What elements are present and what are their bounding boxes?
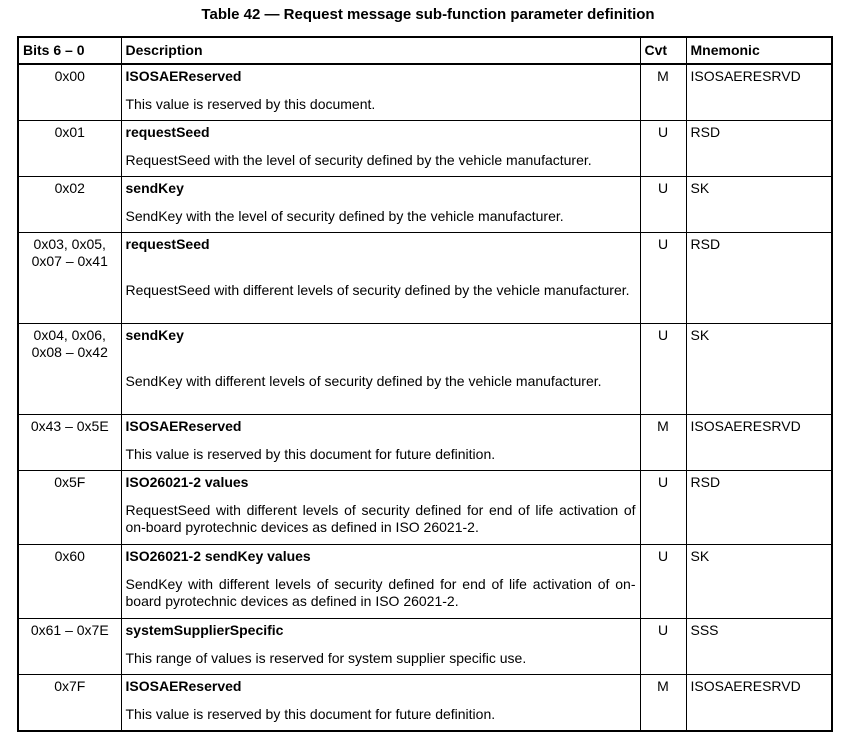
parameter-name: requestSeed bbox=[125, 236, 210, 252]
cvt-cell: U bbox=[640, 471, 686, 545]
bits-cell: 0x01 bbox=[18, 121, 121, 177]
parameter-description: RequestSeed with the level of security defined by the vehicle manufacturer. bbox=[125, 152, 592, 168]
mnemonic-cell: RSD bbox=[686, 471, 832, 545]
parameter-name: ISOSAEReserved bbox=[125, 418, 242, 434]
parameter-description: SendKey with different levels of security defined for end of life activation of on-board pyrotechnic devices as defined in ISO 26021-2. bbox=[125, 576, 636, 609]
parameter-name: sendKey bbox=[125, 327, 184, 343]
parameter-name: requestSeed bbox=[125, 124, 210, 140]
sub-function-table bbox=[17, 36, 833, 732]
parameter-name: ISOSAEReserved bbox=[125, 68, 242, 84]
header-cvt: Cvt bbox=[640, 37, 686, 64]
description-cell bbox=[121, 619, 640, 675]
mnemonic-cell: ISOSAERESRVD bbox=[686, 675, 832, 732]
parameter-description: SendKey with the level of security defined by the vehicle manufacturer. bbox=[125, 208, 564, 224]
parameter-description: This range of values is reserved for system supplier specific use. bbox=[125, 650, 527, 666]
mnemonic-cell: RSD bbox=[686, 121, 832, 177]
bits-cell: 0x04, 0x06, 0x08 – 0x42 bbox=[18, 324, 121, 415]
bits-cell: 0x61 – 0x7E bbox=[18, 619, 121, 675]
description-cell bbox=[121, 324, 640, 415]
description-cell bbox=[121, 415, 640, 471]
description-cell bbox=[121, 471, 640, 545]
table-caption: Table 42 — Request message sub-function parameter definition bbox=[201, 6, 655, 23]
description-cell bbox=[121, 121, 640, 177]
table-row bbox=[18, 177, 832, 233]
description-cell bbox=[121, 177, 640, 233]
header-mnemonic: Mnemonic bbox=[686, 37, 832, 64]
description-cell bbox=[121, 233, 640, 324]
mnemonic-cell: SSS bbox=[686, 619, 832, 675]
mnemonic-cell: SK bbox=[686, 177, 832, 233]
table-row bbox=[18, 675, 832, 732]
description-cell bbox=[121, 545, 640, 619]
description-cell bbox=[121, 675, 640, 732]
mnemonic-cell: SK bbox=[686, 324, 832, 415]
table-row bbox=[18, 121, 832, 177]
cvt-cell: M bbox=[640, 64, 686, 121]
cvt-cell: U bbox=[640, 121, 686, 177]
parameter-description: This value is reserved by this document for future definition. bbox=[125, 446, 496, 462]
parameter-description: RequestSeed with different levels of security defined for end of life activation of on-board pyrotechnic devices as defined in ISO 26021-2. bbox=[125, 502, 636, 535]
table-row bbox=[18, 619, 832, 675]
mnemonic-cell: SK bbox=[686, 545, 832, 619]
parameter-name: systemSupplierSpecific bbox=[125, 622, 284, 638]
parameter-name: sendKey bbox=[125, 180, 184, 196]
description-cell bbox=[121, 64, 640, 121]
parameter-name: ISO26021-2 sendKey values bbox=[125, 548, 311, 564]
parameter-name: ISOSAEReserved bbox=[125, 678, 242, 694]
table-header-row bbox=[18, 37, 832, 64]
mnemonic-cell: ISOSAERESRVD bbox=[686, 415, 832, 471]
cvt-cell: M bbox=[640, 675, 686, 732]
cvt-cell: U bbox=[640, 545, 686, 619]
parameter-description: RequestSeed with different levels of security defined by the vehicle manufacturer. bbox=[125, 282, 630, 298]
bits-cell: 0x02 bbox=[18, 177, 121, 233]
table-row bbox=[18, 471, 832, 545]
bits-cell: 0x00 bbox=[18, 64, 121, 121]
parameter-description: SendKey with different levels of security defined by the vehicle manufacturer. bbox=[125, 373, 602, 389]
table-row bbox=[18, 233, 832, 324]
table-row bbox=[18, 64, 832, 121]
bits-cell: 0x60 bbox=[18, 545, 121, 619]
parameter-description: This value is reserved by this document. bbox=[125, 96, 376, 112]
cvt-cell: U bbox=[640, 324, 686, 415]
cvt-cell: U bbox=[640, 619, 686, 675]
cvt-cell: U bbox=[640, 233, 686, 324]
bits-cell: 0x43 – 0x5E bbox=[18, 415, 121, 471]
table-row bbox=[18, 324, 832, 415]
bits-cell: 0x5F bbox=[18, 471, 121, 545]
mnemonic-cell: ISOSAERESRVD bbox=[686, 64, 832, 121]
table-row bbox=[18, 545, 832, 619]
mnemonic-cell: RSD bbox=[686, 233, 832, 324]
table-row bbox=[18, 415, 832, 471]
parameter-description: This value is reserved by this document for future definition. bbox=[125, 706, 496, 722]
bits-cell: 0x03, 0x05, 0x07 – 0x41 bbox=[18, 233, 121, 324]
bits-cell: 0x7F bbox=[18, 675, 121, 732]
header-bits: Bits 6 – 0 bbox=[18, 37, 121, 64]
cvt-cell: M bbox=[640, 415, 686, 471]
parameter-name: ISO26021-2 values bbox=[125, 474, 249, 490]
cvt-cell: U bbox=[640, 177, 686, 233]
header-description: Description bbox=[121, 37, 640, 64]
